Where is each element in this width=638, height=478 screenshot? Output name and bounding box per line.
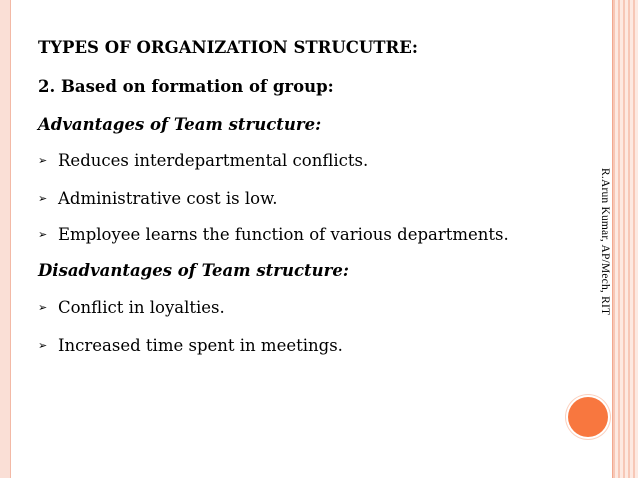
orange-circle-decoration xyxy=(568,397,608,437)
arrow-bullet-icon: ➢ xyxy=(38,192,48,205)
left-decorative-border xyxy=(0,0,11,478)
list-item xyxy=(38,151,368,171)
slide-title: TYPES OF ORGANIZATION STRUCUTRE: xyxy=(38,38,418,57)
list-item-text: Administrative cost is low. xyxy=(58,189,278,208)
list-item xyxy=(38,225,509,245)
list-item xyxy=(38,189,278,209)
list-item-text: Employee learns the function of various departments. xyxy=(58,225,509,244)
arrow-bullet-icon: ➢ xyxy=(38,228,48,241)
advantages-heading: Advantages of Team structure: xyxy=(38,115,322,134)
disadvantages-heading: Disadvantages of Team structure: xyxy=(38,261,349,280)
list-item xyxy=(38,336,343,356)
list-item-text: Increased time spent in meetings. xyxy=(58,336,343,355)
right-decorative-band xyxy=(612,0,638,478)
arrow-bullet-icon: ➢ xyxy=(38,154,48,167)
list-item xyxy=(38,298,225,318)
arrow-bullet-icon: ➢ xyxy=(38,339,48,352)
slide-subtitle: 2. Based on formation of group: xyxy=(38,77,334,96)
arrow-bullet-icon: ➢ xyxy=(38,301,48,314)
list-item-text: Reduces interdepartmental conflicts. xyxy=(58,151,369,170)
author-credit: R.Arun Kumar, AP/Mech, RIT xyxy=(599,168,611,316)
list-item-text: Conflict in loyalties. xyxy=(58,298,225,317)
